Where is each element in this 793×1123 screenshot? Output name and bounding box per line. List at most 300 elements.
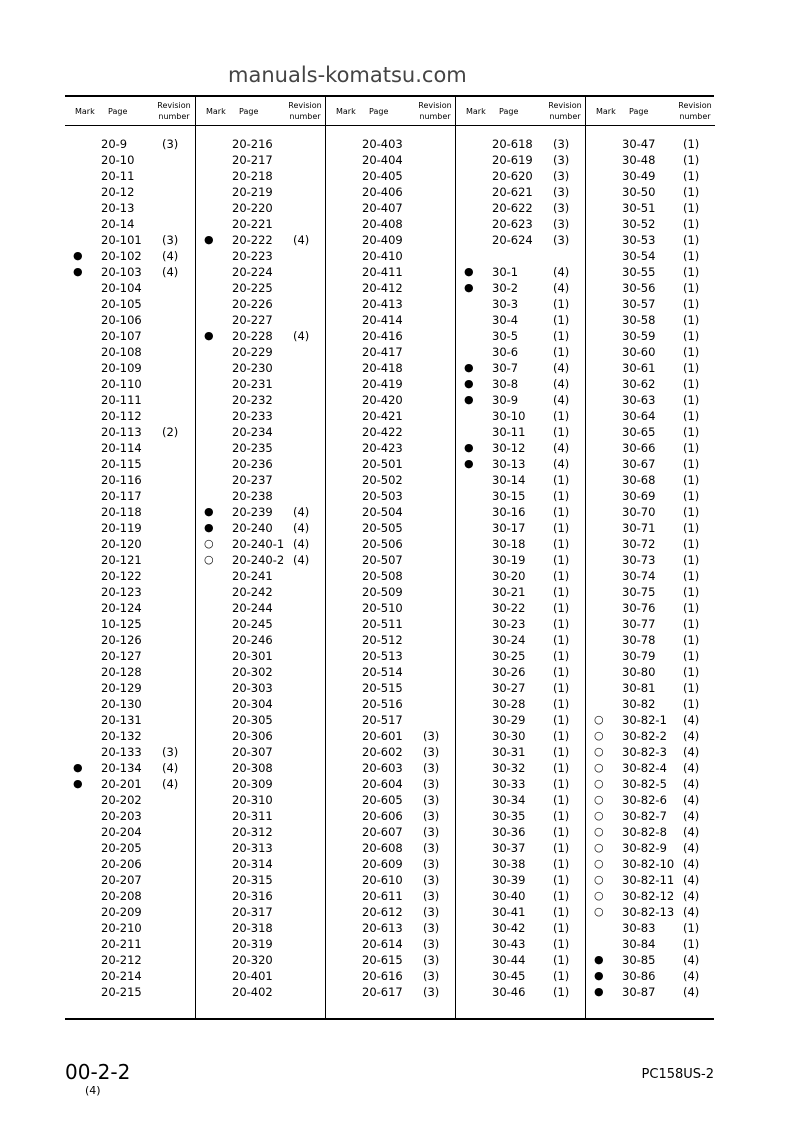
page-cell: 30-2 <box>492 281 519 295</box>
revision-cell: (1) <box>553 345 570 359</box>
table-row <box>456 728 586 744</box>
filled-circle-mark: ● <box>464 361 474 374</box>
page-cell: 20-220 <box>232 201 273 215</box>
page-cell: 20-409 <box>362 233 403 247</box>
table-row <box>65 264 195 280</box>
table-row <box>65 952 195 968</box>
table-row <box>65 824 195 840</box>
table-row <box>586 744 715 760</box>
page-cell: 20-219 <box>232 185 273 199</box>
revision-cell: (1) <box>683 361 700 375</box>
table-row <box>65 440 195 456</box>
page-cell: 20-620 <box>492 169 533 183</box>
column-header <box>65 97 195 126</box>
table-row <box>196 392 326 408</box>
page-cell: 20-245 <box>232 617 273 631</box>
revision-cell: (3) <box>553 169 570 183</box>
table-row <box>326 984 456 1000</box>
table-row <box>586 648 715 664</box>
page-cell: 20-207 <box>101 873 142 887</box>
table-row <box>456 936 586 952</box>
header-revision-line1: Revision <box>548 101 582 110</box>
table-row <box>65 520 195 536</box>
page-cell: 30-10 <box>492 409 526 423</box>
filled-circle-mark: ● <box>204 505 214 518</box>
page-cell: 30-76 <box>622 601 656 615</box>
revision-cell: (4) <box>683 825 700 839</box>
page-cell: 30-35 <box>492 809 526 823</box>
header-mark: Mark <box>596 107 616 116</box>
page-cell: 30-18 <box>492 537 526 551</box>
open-circle-mark: ○ <box>594 857 604 870</box>
revision-cell: (1) <box>553 969 570 983</box>
page-cell: 30-4 <box>492 313 519 327</box>
page-cell: 30-82-2 <box>622 729 667 743</box>
page-cell: 20-609 <box>362 857 403 871</box>
table-row <box>586 232 715 248</box>
table-row <box>65 392 195 408</box>
table-row <box>456 376 586 392</box>
page-cell: 20-506 <box>362 537 403 551</box>
table-row <box>326 808 456 824</box>
table-row <box>65 280 195 296</box>
revision-cell: (1) <box>683 313 700 327</box>
table-row <box>196 552 326 568</box>
table-row <box>456 264 586 280</box>
page-cell: 20-235 <box>232 441 273 455</box>
table-row <box>586 536 715 552</box>
revision-cell: (3) <box>423 841 440 855</box>
page-cell: 20-624 <box>492 233 533 247</box>
table-row <box>65 248 195 264</box>
page-cell: 20-421 <box>362 409 403 423</box>
page-revision: (4) <box>85 1084 101 1097</box>
revision-cell: (1) <box>553 521 570 535</box>
revision-cell: (1) <box>683 265 700 279</box>
table-row <box>586 584 715 600</box>
revision-table <box>65 95 714 1020</box>
page-cell: 20-225 <box>232 281 273 295</box>
page-cell: 20-128 <box>101 665 142 679</box>
page-cell: 20-617 <box>362 985 403 999</box>
header-mark: Mark <box>336 107 356 116</box>
page-cell: 20-608 <box>362 841 403 855</box>
table-row <box>456 760 586 776</box>
page-cell: 30-62 <box>622 377 656 391</box>
open-circle-mark: ○ <box>594 809 604 822</box>
table-row <box>65 840 195 856</box>
table-row <box>65 856 195 872</box>
page-cell: 30-24 <box>492 633 526 647</box>
page-cell: 30-37 <box>492 841 526 855</box>
table-row <box>65 168 195 184</box>
page-cell: 30-16 <box>492 505 526 519</box>
page-number: 00-2-2 <box>65 1060 131 1084</box>
revision-cell: (1) <box>553 505 570 519</box>
table-row <box>326 216 456 232</box>
revision-cell: (3) <box>423 985 440 999</box>
table-row <box>456 872 586 888</box>
page-cell: 30-51 <box>622 201 656 215</box>
revision-cell: (1) <box>683 217 700 231</box>
revision-cell: (4) <box>683 905 700 919</box>
table-row <box>65 568 195 584</box>
table-row <box>196 328 326 344</box>
page-cell: 20-218 <box>232 169 273 183</box>
table-row <box>586 616 715 632</box>
page-cell: 20-501 <box>362 457 403 471</box>
page-cell: 20-202 <box>101 793 142 807</box>
revision-cell: (3) <box>423 969 440 983</box>
table-row <box>196 264 326 280</box>
table-row <box>326 760 456 776</box>
page-cell: 20-616 <box>362 969 403 983</box>
page-cell: 20-232 <box>232 393 273 407</box>
page-cell: 30-73 <box>622 553 656 567</box>
page-cell: 20-316 <box>232 889 273 903</box>
table-row <box>196 344 326 360</box>
page-cell: 20-234 <box>232 425 273 439</box>
open-circle-mark: ○ <box>594 889 604 902</box>
table-row <box>586 264 715 280</box>
revision-cell: (4) <box>553 281 570 295</box>
page-cell: 20-515 <box>362 681 403 695</box>
page-cell: 20-203 <box>101 809 142 823</box>
revision-cell: (3) <box>423 921 440 935</box>
revision-cell: (1) <box>683 489 700 503</box>
table-row <box>326 856 456 872</box>
table-row <box>586 568 715 584</box>
page-cell: 20-422 <box>362 425 403 439</box>
open-circle-mark: ○ <box>594 825 604 838</box>
table-row <box>586 664 715 680</box>
table-row <box>65 936 195 952</box>
table-row <box>196 616 326 632</box>
revision-cell: (4) <box>553 393 570 407</box>
page-cell: 30-25 <box>492 649 526 663</box>
table-row <box>196 872 326 888</box>
revision-cell: (1) <box>553 473 570 487</box>
page-cell: 20-14 <box>101 217 135 231</box>
header-revision-line1: Revision <box>678 101 712 110</box>
page-cell: 30-66 <box>622 441 656 455</box>
revision-cell: (1) <box>553 937 570 951</box>
header-revision-line2: number <box>549 112 581 121</box>
revision-cell: (1) <box>553 809 570 823</box>
table-row <box>196 968 326 984</box>
revision-cell: (1) <box>683 153 700 167</box>
page-cell: 20-304 <box>232 697 273 711</box>
table-row <box>196 568 326 584</box>
revision-cell: (3) <box>162 137 179 151</box>
table-row <box>586 184 715 200</box>
page-cell: 20-610 <box>362 873 403 887</box>
page-cell: 30-20 <box>492 569 526 583</box>
table-row <box>586 920 715 936</box>
table-row <box>586 952 715 968</box>
table-row <box>196 760 326 776</box>
page-cell: 20-303 <box>232 681 273 695</box>
page-cell: 20-603 <box>362 761 403 775</box>
table-row <box>196 152 326 168</box>
table-row <box>65 216 195 232</box>
header-page: Page <box>108 107 128 116</box>
header-revision <box>153 100 195 122</box>
revision-cell: (4) <box>162 761 179 775</box>
revision-cell: (3) <box>553 185 570 199</box>
table-row <box>196 952 326 968</box>
page-cell: 20-320 <box>232 953 273 967</box>
table-row <box>456 168 586 184</box>
table-row <box>456 296 586 312</box>
table-row <box>456 888 586 904</box>
table-row <box>65 920 195 936</box>
page-cell: 20-107 <box>101 329 142 343</box>
table-row <box>196 136 326 152</box>
page-cell: 20-205 <box>101 841 142 855</box>
page-cell: 20-401 <box>232 969 273 983</box>
watermark: manuals-komatsu.com <box>228 63 467 87</box>
revision-cell: (1) <box>553 713 570 727</box>
table-row <box>65 968 195 984</box>
revision-cell: (4) <box>683 777 700 791</box>
table-row <box>196 920 326 936</box>
page-cell: 20-240-1 <box>232 537 285 551</box>
page-cell: 20-131 <box>101 713 142 727</box>
table-row <box>196 504 326 520</box>
revision-cell: (4) <box>162 777 179 791</box>
revision-cell: (4) <box>683 953 700 967</box>
table-row <box>65 504 195 520</box>
table-row <box>65 136 195 152</box>
table-row <box>586 424 715 440</box>
table-row <box>196 840 326 856</box>
open-circle-mark: ○ <box>594 729 604 742</box>
revision-cell: (3) <box>423 745 440 759</box>
page-cell: 20-509 <box>362 585 403 599</box>
page-cell: 20-623 <box>492 217 533 231</box>
page-cell: 20-129 <box>101 681 142 695</box>
revision-cell: (4) <box>293 505 310 519</box>
page-cell: 30-7 <box>492 361 519 375</box>
page-cell: 20-510 <box>362 601 403 615</box>
table-row <box>586 760 715 776</box>
table-row <box>326 264 456 280</box>
revision-cell: (1) <box>683 537 700 551</box>
revision-cell: (1) <box>553 297 570 311</box>
page-cell: 20-413 <box>362 297 403 311</box>
revision-cell: (4) <box>293 537 310 551</box>
table-row <box>586 136 715 152</box>
revision-cell: (4) <box>553 377 570 391</box>
page-cell: 20-217 <box>232 153 273 167</box>
table-row <box>586 680 715 696</box>
table-row <box>326 888 456 904</box>
page-cell: 30-28 <box>492 697 526 711</box>
revision-cell: (1) <box>683 521 700 535</box>
page-cell: 30-53 <box>622 233 656 247</box>
table-row <box>586 248 715 264</box>
page-cell: 30-8 <box>492 377 519 391</box>
page-cell: 20-102 <box>101 249 142 263</box>
revision-cell: (1) <box>683 585 700 599</box>
revision-cell: (1) <box>553 409 570 423</box>
revision-cell: (1) <box>553 841 570 855</box>
revision-cell: (4) <box>683 809 700 823</box>
open-circle-mark: ○ <box>594 873 604 886</box>
page-cell: 20-402 <box>232 985 273 999</box>
revision-cell: (1) <box>683 281 700 295</box>
page-cell: 20-405 <box>362 169 403 183</box>
table-row <box>326 408 456 424</box>
page-cell: 20-607 <box>362 825 403 839</box>
page-cell: 30-14 <box>492 473 526 487</box>
page-cell: 30-70 <box>622 505 656 519</box>
table-row <box>326 376 456 392</box>
table-row <box>586 904 715 920</box>
page-cell: 30-44 <box>492 953 526 967</box>
table-row <box>326 472 456 488</box>
page-cell: 20-516 <box>362 697 403 711</box>
revision-cell: (1) <box>553 553 570 567</box>
table-row <box>586 600 715 616</box>
page-cell: 30-82-7 <box>622 809 667 823</box>
table-row <box>456 360 586 376</box>
table-row <box>586 808 715 824</box>
table-row <box>196 456 326 472</box>
page-cell: 20-206 <box>101 857 142 871</box>
revision-cell: (1) <box>683 329 700 343</box>
header-revision <box>544 100 586 122</box>
table-row <box>65 808 195 824</box>
page-cell: 30-60 <box>622 345 656 359</box>
table-row <box>456 744 586 760</box>
page-cell: 30-82-1 <box>622 713 667 727</box>
header-revision-line2: number <box>289 112 321 121</box>
table-row <box>456 232 586 248</box>
table-row <box>196 904 326 920</box>
page-cell: 30-55 <box>622 265 656 279</box>
page-cell: 20-406 <box>362 185 403 199</box>
page-cell: 20-209 <box>101 905 142 919</box>
page-cell: 20-319 <box>232 937 273 951</box>
revision-cell: (4) <box>553 457 570 471</box>
table-row <box>326 184 456 200</box>
page-cell: 30-36 <box>492 825 526 839</box>
table-row <box>326 552 456 568</box>
page-cell: 30-63 <box>622 393 656 407</box>
page-cell: 20-502 <box>362 473 403 487</box>
table-row <box>65 888 195 904</box>
filled-circle-mark: ● <box>464 281 474 294</box>
page-cell: 30-85 <box>622 953 656 967</box>
header-revision <box>284 100 326 122</box>
table-row <box>65 648 195 664</box>
revision-cell: (1) <box>683 393 700 407</box>
revision-cell: (4) <box>553 441 570 455</box>
table-row <box>456 136 586 152</box>
page-cell: 20-423 <box>362 441 403 455</box>
page-cell: 20-104 <box>101 281 142 295</box>
table-row <box>196 888 326 904</box>
page-cell: 20-410 <box>362 249 403 263</box>
filled-circle-mark: ● <box>73 777 83 790</box>
page-cell: 20-117 <box>101 489 142 503</box>
page-cell: 20-622 <box>492 201 533 215</box>
table-row <box>586 456 715 472</box>
table-row <box>456 424 586 440</box>
page-cell: 20-246 <box>232 633 273 647</box>
revision-cell: (1) <box>553 793 570 807</box>
table-row <box>586 408 715 424</box>
table-row <box>326 168 456 184</box>
table-row <box>456 584 586 600</box>
page-cell: 30-77 <box>622 617 656 631</box>
table-row <box>326 776 456 792</box>
header-page: Page <box>369 107 389 116</box>
table-row <box>456 280 586 296</box>
revision-cell: (3) <box>423 889 440 903</box>
table-row <box>326 312 456 328</box>
page-cell: 30-1 <box>492 265 519 279</box>
revision-cell: (3) <box>553 217 570 231</box>
column-header <box>586 97 715 126</box>
column-header <box>326 97 456 126</box>
table-row <box>196 200 326 216</box>
table-row <box>65 760 195 776</box>
revision-cell: (1) <box>553 777 570 791</box>
table-row <box>586 440 715 456</box>
page-cell: 30-71 <box>622 521 656 535</box>
revision-cell: (1) <box>553 585 570 599</box>
table-column <box>585 97 715 1018</box>
page-cell: 30-74 <box>622 569 656 583</box>
revision-cell: (1) <box>553 665 570 679</box>
page-cell: 20-412 <box>362 281 403 295</box>
revision-cell: (1) <box>683 937 700 951</box>
page-cell: 20-233 <box>232 409 273 423</box>
page-cell: 20-503 <box>362 489 403 503</box>
table-row <box>456 712 586 728</box>
table-row <box>65 152 195 168</box>
revision-cell: (4) <box>553 265 570 279</box>
header-page: Page <box>499 107 519 116</box>
table-row <box>65 600 195 616</box>
revision-cell: (3) <box>423 873 440 887</box>
open-circle-mark: ○ <box>594 905 604 918</box>
revision-cell: (1) <box>683 617 700 631</box>
table-row <box>196 824 326 840</box>
page-cell: 20-240-2 <box>232 553 285 567</box>
revision-cell: (1) <box>553 425 570 439</box>
page-cell: 20-111 <box>101 393 142 407</box>
table-row <box>65 360 195 376</box>
page-cell: 30-49 <box>622 169 656 183</box>
table-row <box>65 232 195 248</box>
table-row <box>456 344 586 360</box>
table-row <box>326 632 456 648</box>
page-cell: 30-82-8 <box>622 825 667 839</box>
table-row <box>456 312 586 328</box>
page-cell: 20-310 <box>232 793 273 807</box>
revision-cell: (1) <box>683 569 700 583</box>
header-revision-line2: number <box>679 112 711 121</box>
table-row <box>196 600 326 616</box>
page-cell: 30-50 <box>622 185 656 199</box>
revision-cell: (4) <box>683 873 700 887</box>
table-row <box>326 328 456 344</box>
filled-circle-mark: ● <box>594 969 604 982</box>
